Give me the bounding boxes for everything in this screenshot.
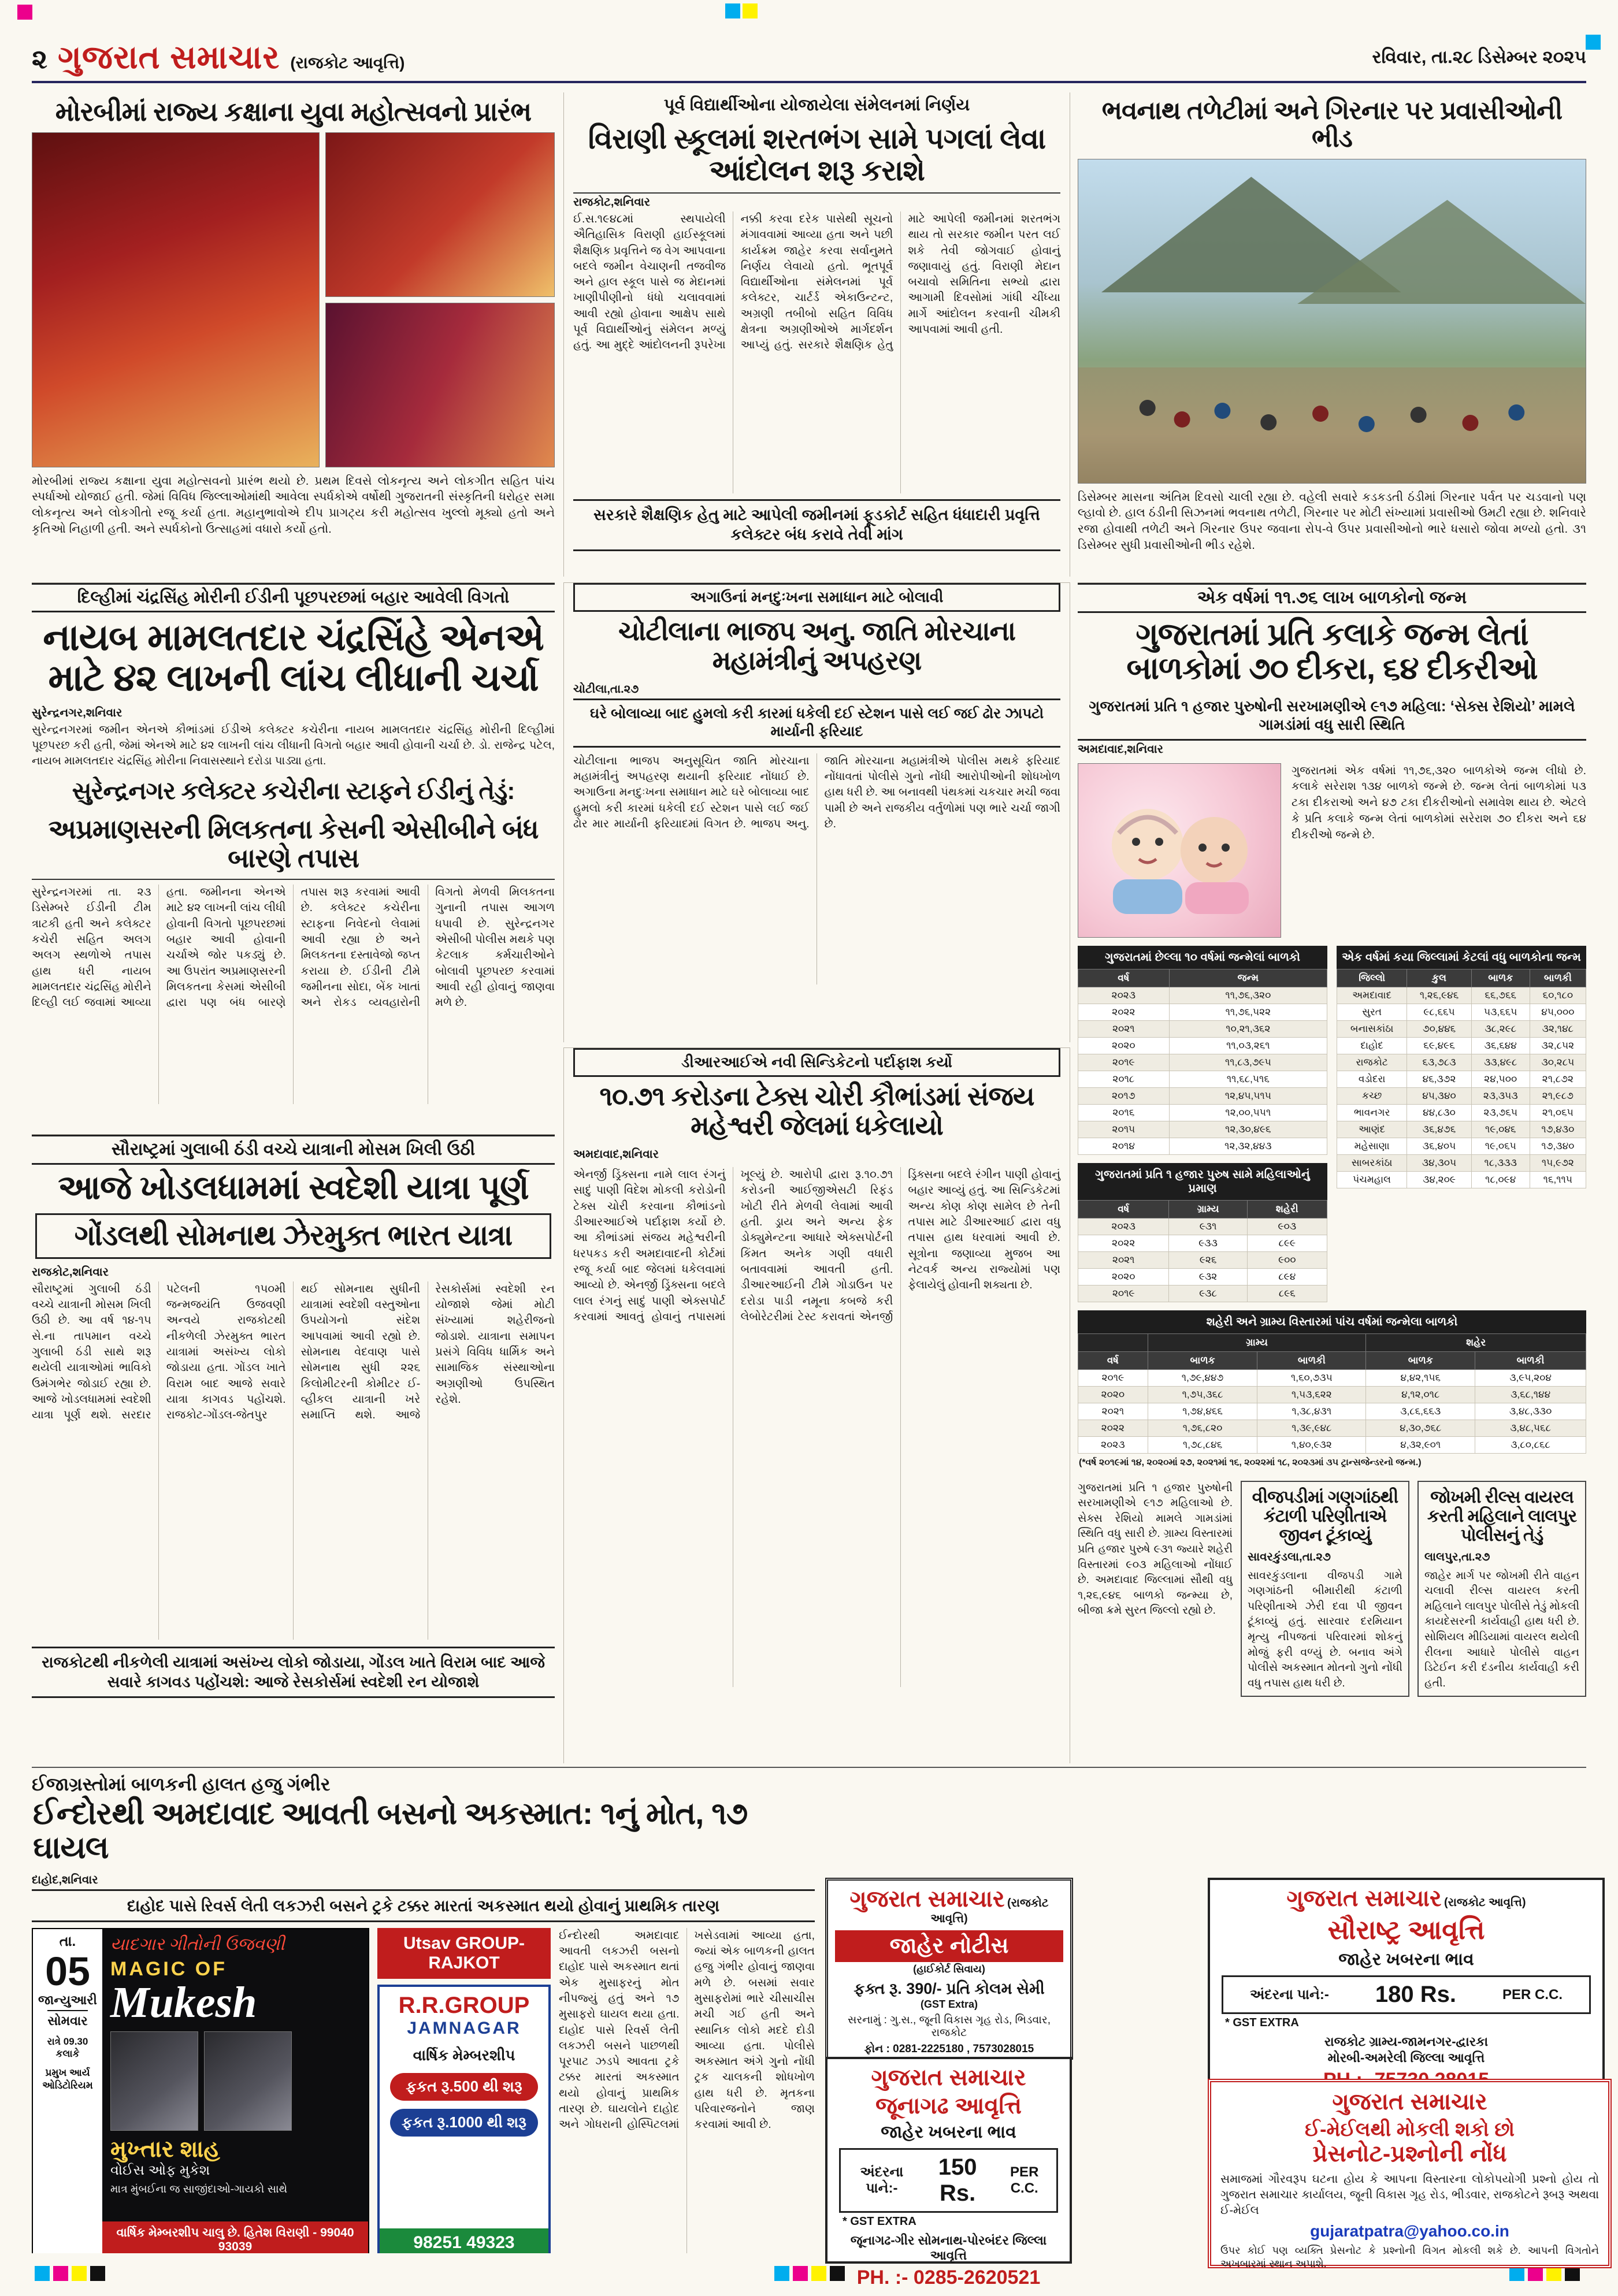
email-ad-body: સમાજમાં ગૌરવરૂપ ઘટના હોય કે આપના વિસ્તારના લોકોપયોગી પ્રશ્નો હોય તો ગુજરાત સમાચાર કાર્યાલય, જૂની વિકાસ ગૃહ રોડ, ભીડવાર, રાજકોટને રૂબરૂ અથવા ઈ-મેઈલ: [1220, 2173, 1599, 2217]
dri-body: એનર્જી ડ્રિંક્સના નામે લાલ રંગનું સાદું પાણી વિદેશ મોકલી કરોડોની ટેક્સ ચોરી કરવાના કૌભાંડનો ડીઆરઆઈએ પર્દાફાશ કર્યો છે. આ કૌભાંડમાં સંજય મહેશ્વરીની ધરપકડ કરી અમદાવાદની કોર્ટમાં રજૂ કર્યા બાદ જેલમાં ધકેલવામાં આવ્યો છે. એનર્જી ડ્રિંક્સના બદલે લાલ રંગનું સાદું પાણી એક્સપોર્ટ કરવામાં આવતું હોવાનું તપાસમાં ખૂલ્યું છે. આરોપી દ્વારા રૂ.૧૦.૭૧ કરોડની આઈજીએસટી રિફંડ ખોટી રીતે મેળવી લેવામાં આવી હતી. ડ્રાય અને અન્ય ફેક ડોક્યુમેન્ટના આધારે એક્સપોર્ટની કિંમત અનેક ગણી વધારી બતાવવામાં આવતી હતી. ડીઆરઆઈની ટીમે ગોડાઉન પર દરોડા પાડી નમૂના કબજે કરી લેબોરેટરીમાં ટેસ્ટ કરાવતાં એનર્જી ડ્રિંક્સના બદલે રંગીન પાણી હોવાનું બહાર આવ્યું હતું. આ સિન્ડિકેટમાં અન્ય કોણ કોણ સામેલ છે તેની તપાસ માટે ડીઆરઆઈ દ્વારા વધુ તપાસ હાથ ધરવામાં આવી છે. સૂત્રોના જણાવ્યા મુજબ આ નેટવર્ક અન્ય રાજ્યોમાં પણ ફેલાયેલું હોવાની શક્યતા છે.: [573, 1168, 1060, 1323]
junagadh-rate-unit: PER C.C.: [1010, 2164, 1039, 2196]
chotila-body: ચોટીલાના ભાજપ અનુસૂચિત જાતિ મોરચાના મહામંત્રીનું અપહરણ થયાની ફરિયાદ નોંધાઈ છે. અગાઉના મનદુઃખના સમાધાન માટે ઘરે બોલાવ્યા બાદ હુમલો કરી કારમાં ધકેલી દઈ સ્ટેશન પાસે લઈ જઈ ઢોર માર માર્યાની ફરિયાદમાં વિગત છે. ભાજપ અનુ. જાતિ મોરચાના મહામંત્રીએ પોલીસ મથકે ફરિયાદ નોંધાવતાં પોલીસે ગુનો નોંધી આરોપીઓની શોધખોળ હાથ ધરી છે. આ બનાવથી પંથકમાં ચકચાર મચી જવા પામી છે અને રાજકીય વર્તુળોમાં પણ ભારે ચર્ચા જાગી છે.: [573, 754, 1060, 830]
article-khodaldham-yatra: [32, 1134, 555, 1763]
article-gujarat-births: [1078, 582, 1586, 1764]
regmark-cyan: [725, 3, 740, 18]
notice-brand: ગુજરાત સમાચાર: [849, 1886, 1005, 1912]
regmark-magenta: [53, 2266, 68, 2281]
regmark-black: [90, 2266, 105, 2281]
junagadh-title: જાહેર ખબરના ભાવ: [881, 2123, 1016, 2142]
regmark-yellow: [811, 2266, 826, 2281]
mukesh-artist-subtitle: વોઈસ ઓફ મુકેશ: [110, 2162, 210, 2178]
saurashtra-gst: * GST EXTRA: [1225, 2016, 1299, 2029]
khodal-body: સૌરાષ્ટ્રમાં ગુલાબી ઠંડી વચ્ચે યાત્રાની મોસમ ખિલી ઉઠી છે. આ વર્ષ ૧૪-૧૫ સે.ના તાપમાન વચ્ચે ગુલાબી ઠંડી સાથે શરૂ થયેલી યાત્રાઓમાં ભાવિકો ઉમંગભેર જોડાઈ રહ્યા છે. આજે ખોડલધામમાં સ્વદેશી યાત્રા પૂર્ણ થશે. સરદાર પટેલની ૧૫૦મી જન્મજયંતિ ઉજવણી અન્વયે રાજકોટથી નીકળેલી ઝેરમુક્ત ભારત યાત્રામાં અસંખ્ય લોકો જોડાયા હતા. ગોંડલ ખાતે વિરામ બાદ આજે સવારે યાત્રા કાગવડ પહોંચશે. રાજકોટ-ગોંડલ-જેતપુર થઈ સોમનાથ સુધીની યાત્રામાં સ્વદેશી વસ્તુઓના ઉપયોગનો સંદેશ આપવામાં આવી રહ્યો છે. સોમનાથ વેદવાણ પાસે સોમનાથ સુધી ૨૨૬ કિલોમીટરની કોમીટર ઈ-વ્હીકલ યાત્રાની ખરે સમાપ્તિ થશે. આજે રેસકોર્સમાં સ્વદેશી રન યોજાશે જેમાં મોટી સંખ્યામાં શહેરીજનો જોડાશે. યાત્રાના સમાપન પ્રસંગે વિવિધ ધાર્મિક અને સામાજિક સંસ્થાઓના અગ્રણીઓ ઉપસ્થિત રહેશે.: [32, 1282, 555, 1422]
article-bhavnath-crowd: [1078, 92, 1586, 577]
virani-kicker: પૂર્વ વિદ્યાર્થીઓના યોજાયેલા સંમેલનમાં નિર્ણય: [663, 96, 970, 114]
rr-phone: 98251 49323: [380, 2228, 548, 2253]
khodal-byline: રાજકોટ,શનિવાર: [32, 1265, 109, 1279]
ad-jaher-notice: [825, 1878, 1073, 2060]
article-virani-school: [563, 92, 1070, 577]
khodal-footer-subhead: રાજકોટથી નીકળેલી યાત્રામાં અસંખ્ય લોકો જોડાયા, ગોંડલ ખાતે વિરામ બાદ આજે સવારે કાગવડ પહોંચશે: આજે રેસકોર્સમાં સ્વદેશી રન યોજાશે: [32, 1647, 555, 1699]
lalpur-headline: જોખમી રીલ્સ વાયરલ કરતી મહિલાને લાલપુર પોલીસનું તેડું: [1427, 1487, 1577, 1545]
accident-byline: દાહોદ,શનિવાર: [32, 1873, 98, 1886]
mukesh-artist-name: મુખ્તાર શાહ: [110, 2136, 220, 2162]
notice-phone: ફોન : 0281-2225180 , 7573028015: [864, 2043, 1034, 2055]
notice-address: સરનામું : ગુ.સ., જૂની વિકાસ ગૃહ રોડ, ભિડવાર, રાજકોટ: [847, 2014, 1051, 2039]
regmark-magenta: [17, 5, 32, 20]
table-sex-ratio: [1078, 1163, 1327, 1302]
notice-title: જાહેર નોટીસ: [835, 1930, 1063, 1962]
girnar-mountain-illustration: [1078, 159, 1586, 483]
morbi-caption: મોરબીમાં રાજ્ય કક્ષાના યુવા મહોત્સવનો પ્રારંભ થયો છે. પ્રથમ દિવસે લોકનૃત્ય અને લોકગીત સહિત પાંચ સ્પર્ધાઓ યોજાઈ હતી. જેમાં વિવિધ જિલ્લાઓમાંથી આવેલા સ્પર્ધકોએ વર્ષોથી ગુજરાતની સંસ્કૃતિની ધરોહર સમા લોકનૃત્ય અને લોકગીતો રજૂ કર્યા હતા. મહાનુભાવોએ દીપ પ્રાગટ્ય કરી મહોત્સવ ખુલ્લો મૂક્યો હતો અને કૃતિઓ નિહાળી હતી. અને સ્પર્ધકોનો ઉત્સાહમાં વધારો કર્યો હતો.: [32, 474, 555, 536]
lalpur-body: જાહેર માર્ગ પર જોખમી રીતે વાહન ચલાવી રીલ્સ વાયરલ કરતી મહિલાને લાલપુર પોલીસે તેડું મોકલી કાયદેસરની કાર્યવાહી હાથ ધરી છે. સોશિયલ મીડિયામાં વાયરલ થયેલી રીલના આધારે પોલીસે વાહન ડિટેઈન કરી દંડનીય કાર્યવાહી કરી હતી.: [1424, 1569, 1579, 1689]
article-dri-tax-fraud: [563, 1047, 1070, 1763]
photo-morbi-dancers-top: [325, 132, 555, 297]
photo-bhavnath-girnar-crowd: [1078, 159, 1586, 484]
ad-magic-of-mukesh: [32, 1928, 369, 2253]
saurashtra-rate-unit: PER C.C.: [1502, 1986, 1563, 2003]
article-morbi-festival: [32, 92, 555, 577]
edition-label: (રાજકોટ આવૃત્તિ): [290, 53, 405, 72]
births-body-2: ગુજરાતમાં પ્રતિ ૧ હજાર પુરુષોની સરખામણીએ ૯૧૭ મહિલાઓ છે. સેક્સ રેશિયો મામલે ગામડાંમાં સ્થિતિ વધુ સારી છે. ગ્રામ્ય વિસ્તારમાં પ્રતિ હજાર પુરુષે ૯૩૧ જ્યારે શહેરી વિસ્તારમાં ૯૦૩ મહિલાઓ નોંધાઈ છે. અમદાવાદ જિલ્લામાં સૌથી વધુ ૧,૨૬,૯૪૬ બાળકો જન્મ્યા છે, બીજા ક્રમે સુરત જિલ્લો રહ્યો છે.: [1078, 1481, 1233, 1617]
table-sex-ratio-grid: વર્ષ ગ્રામ્ય શહેરી ૨૦૨૩ ૯૩૧ ૯૦૩ ૨૦૨૨ ૯૩૩ ૮૯૯ ૨૦૨૧ ૯૨૬ ૯૦૦ ૨૦૨૦ ૯૩૨ ૮૯૪ ૨૦૧૯ ૯૩૮ ૮૯૬: [1078, 1200, 1327, 1302]
table-urban-rural: [1078, 1310, 1586, 1473]
mukesh-title-line2: Mukesh: [110, 1978, 257, 2027]
article-bus-accident: [32, 1773, 815, 2253]
photo-babies-illustration: [1078, 763, 1281, 938]
table-ten-years-grid: વર્ષ જન્મ ૨૦૨૩ ૧૧,૭૬,૩૨૦ ૨૦૨૨ ૧૧,૭૬,૫૨૨ ૨૦૨૧ ૧૦,૨૧,૩૬૨ ૨૦૨૦ ૧૧,૦૩,૨૬૧ ૨૦૧૯ ૧૧,૮૩,૭૯૫ ૨૦૧૮ ૧૧,૬૮,૫૧૬ ૨૦૧૭ ૧૨,૪૫,૫૧૫ ૨૦૧૬ ૧૨,૦૦,૫૫૧ ૨૦૧૫ ૧૨,૩૦,૪૯૬ ૨૦૧૪ ૧૨,૩૨,૪૪૩: [1078, 969, 1327, 1155]
mukesh-date-month: જાન્યુઆરી: [38, 1992, 97, 2007]
khodal-kicker: સૌરાષ્ટ્રમાં ગુલાબી ઠંડી વચ્ચે યાત્રાની મોસમ ખિલી ઉઠી: [32, 1135, 555, 1165]
chotila-byline: ચોટીલા,તા.૨૭: [573, 683, 639, 696]
regmark-magenta: [793, 2266, 808, 2281]
bhavnath-headline: ભવનાથ તળેટીમાં અને ગિરનાર પર પ્રવાસીઓની ભીડ: [1101, 96, 1563, 153]
ad-junagadh-edition: [825, 2057, 1072, 2288]
ed-byline: સુરેન્દ્રનગર,શનિવાર: [32, 706, 123, 719]
saurashtra-rate: 180 Rs.: [1375, 1982, 1456, 2007]
births-body-1: ગુજરાતમાં એક વર્ષમાં ૧૧,૭૬,૩૨૦ બાળકોએ જન્મ લીધો છે. કલાકે સરેરાશ ૧૩૪ બાળકો જન્મે છે. જન્મ લેતાં બાળકોમાં ૫૩ ટકા દીકરાઓ અને ૪૭ ટકા દીકરીઓનો સમાવેશ થાય છે. એટલે કે પ્રતિ કલાકે જન્મ લેતાં બાળકોમાં સરેરાશ ૭૦ દીકરા અને ૬૪ દીકરીઓ જન્મે છે.: [1292, 764, 1586, 841]
rr-membership-label: વાર્ષિક મેમ્બરશીપ: [413, 2046, 515, 2064]
khodal-headline-1: આજે ખોડલધામમાં સ્વદેશી યાત્રા પૂર્ણ: [58, 1169, 529, 1206]
mukesh-membership-strip: વાર્ષિક મેમ્બરશીપ ચાલુ છે. હિતેશ વિરાણી - 99040 93039: [102, 2221, 368, 2253]
virani-body: ઈ.સ.૧૯૪૮માં સ્થપાયેલી ઐતિહાસિક વિરાણી હાઈસ્કૂલમાં શૈક્ષણિક પ્રવૃત્તિને જ વેગ આપવાના બદલે જમીન વેચાણની તજવીજ અને હાલ સ્કૂલ પાસે જ મેદાનમાં ખાણીપીણીનો ધંધો ચલાવવામાં આવી રહ્યો હોવાના આક્ષેપ સાથે પૂર્વ વિદ્યાર્થીઓનું સંમેલન મળ્યું હતું. આ મુદ્દે આંદોલનની રૂપરેખા નક્કી કરવા દરેક પાસેથી સૂચનો મંગાવવામાં આવ્યા હતા અને પછી કાર્યક્રમ જાહેર કરવા સર્વાનુમતે નિર્ણય લેવાયો હતો. ભૂતપૂર્વ વિદ્યાર્થીઓના સંમેલનમાં પૂર્વ કલેક્ટર, ચાર્ટર્ડ એકાઉન્ટન્ટ, અગ્રણી તબીબો સહિત વિવિધ ક્ષેત્રના અગ્રણીઓએ માર્ગદર્શન આપ્યું હતું. સરકારે શૈક્ષણિક હેતુ માટે આપેલી જમીનમાં શરતભંગ થાય તો સરકાર જમીન પરત લઈ શકે તેવી જોગવાઈ હોવાનું જણાવાયું હતું. વિરાણી મેદાન બચાવો સમિતિના સભ્યો દ્વારા આગામી દિવસોમાં ગાંધી ચીંધ્યા માર્ગે આંદોલન કરવાની ચીમકી આપવામાં આવી હતી.: [573, 213, 1060, 352]
table-ten-years-title: ગુજરાતમાં છેલ્લા ૧૦ વર્ષમાં જન્મેલાં બાળકો: [1078, 946, 1327, 969]
regmark-cyan: [1586, 35, 1601, 50]
mukesh-ad-main: [102, 1929, 368, 2253]
notice-price: ફક્ત રૂ. 390/- પ્રતિ કોલમ સેમી: [853, 1980, 1045, 1997]
photo-morbi-lamp-lighting: [325, 303, 555, 467]
saurashtra-brand: ગુજરાત સમાચાર: [1286, 1886, 1442, 1911]
virani-subhead: સરકારે શૈક્ષણિક હેતુ માટે આપેલી જમીનમાં ફૂડકોર્ટ સહિત ધંધાદારી પ્રવૃત્તિ કલેક્ટર બંધ કરાવે તેવી માંગ: [573, 499, 1060, 551]
saurashtra-brand-sub: (રાજકોટ આવૃત્તિ): [1444, 1896, 1526, 1909]
chotila-subhead: ઘરે બોલાવ્યા બાદ હુમલો કરી કારમાં ધકેલી દઈ સ્ટેશન પાસે લઈ જઈ ઢોર ઝાપટો માર્યાની ફરિયાદ: [573, 699, 1060, 748]
photo-singer-portrait-2: [204, 2031, 292, 2131]
mukesh-venue: પ્રમુખ આર્ય ઓડિટોરિયમ: [42, 2067, 93, 2091]
regmark-yellow: [743, 3, 758, 18]
junagadh-ratebox: [839, 2148, 1058, 2213]
junagadh-coverage: જૂનાગઢ-ગીર સોમનાથ-પોરબંદર જિલ્લા આવૃત્તિ: [850, 2233, 1047, 2262]
ed-kicker: દિલ્હીમાં ચંદ્રસિંહ મોરીની ઈડીની પૂછપરછમાં બહાર આવેલી વિગતો: [32, 583, 555, 612]
article-lalpur: [1417, 1481, 1586, 1697]
ad-email-pressnote: [1208, 2079, 1612, 2268]
dri-kicker: ડીઆરઆઈએ નવી સિન્ડિકેટનો પર્દાફાશ કર્યો: [573, 1048, 1060, 1077]
rr-group-city: JAMNAGAR: [407, 2018, 521, 2038]
junagadh-brand: ગુજરાત સમાચાર: [871, 2065, 1026, 2090]
table-districts: [1337, 946, 1586, 1188]
ed-body: સુરેન્દ્રનગરમાં તા. ૨૩ ડિસેમ્બરે ઈડીની ટીમ ત્રાટકી હતી અને કલેક્ટર કચેરી સહિત અલગ અલગ સ્થળોએ તપાસ હાથ ધરી નાયબ મામલતદાર ચંદ્રસિંહ મોરીને દિલ્હી લઈ જવામાં આવ્યા હતા. જમીનના એનએ માટે ૪૨ લાખની લાંચ લીધી હોવાની વિગતો પૂછપરછમાં બહાર આવી હોવાની ચર્ચાએ જોર પકડ્યું છે. આ ઉપરાંત અપ્રમાણસરની મિલકતના કેસમાં એસીબી દ્વારા પણ બંધ બારણે તપાસ શરૂ કરવામાં આવી છે. કલેક્ટર કચેરીના સ્ટાફના નિવેદનો લેવામાં આવી રહ્યા છે અને મિલકતના દસ્તાવેજો જપ્ત કરાયા છે. ઈડીની ટીમે જમીનના સોદા, બેંક ખાતાં અને રોકડ વ્યવહારોની વિગતો મેળવી મિલકતના ગુનાની તપાસ આગળ ધપાવી છે. સુરેન્દ્રનગર એસીબી પોલીસ મથકે પણ કેટલાક કર્મચારીઓને બોલાવી પૂછપરછ કરવામાં આવી રહી હોવાનું જાણવા મળે છે.: [32, 886, 555, 1009]
saurashtra-ratebox: [1222, 1975, 1591, 2014]
notice-price-sub: (GST Extra): [920, 1998, 978, 2010]
table-urban-rural-note: (*વર્ષ ૨૦૧૯માં ૧૪, ૨૦૨૦માં ૨૭, ૨૦૨૧માં ૧૬, ૨૦૨૨માં ૧૮, ૨૦૨૩માં ૩૫ ટ્રાન્સજેન્ડરનો જન્મ.): [1079, 1457, 1422, 1467]
births-kicker: એક વર્ષમાં ૧૧.૭૬ લાખ બાળકોનો જન્મ: [1078, 583, 1586, 613]
ad-rr-group: [377, 1985, 551, 2253]
khodal-headline-2: ગોંડલથી સોમનાથ ઝેરમુક્ત ભારત યાત્રા: [35, 1213, 551, 1259]
accident-body: ઈન્દોરથી અમદાવાદ આવતી લકઝરી બસનો દાહોદ પાસે અકસ્માત થતાં એક મુસાફરનું મોત નીપજ્યું હતું અને ૧૭ મુસાફરો ઘાયલ થયા હતા. દાહોદ પાસે રિવર્સ લેતી લકઝરી બસને પાછળથી પૂરપાટ ઝડપે આવતા ટ્રકે ટક્કર મારતાં અકસ્માત થયો હોવાનું પ્રાથમિક તારણ છે. ઘાયલોને દાહોદ અને ગોધરાની હોસ્પિટલમાં ખસેડવામાં આવ્યા હતા, જ્યાં એક બાળકની હાલત હજુ ગંભીર હોવાનું જાણવા મળે છે. બસમાં સવાર મુસાફરોમાં ભારે ચીસાચીસ મચી ગઈ હતી અને સ્થાનિક લોકો મદદે દોડી આવ્યા હતા. પોલીસે અકસ્માત અંગે ગુનો નોંધી ટ્રક ચાલકની શોધખોળ હાથ ધરી છે. મૃતકના પરિવારજનોને જાણ કરવામાં આવી છે.: [559, 1929, 815, 2131]
saurashtra-rate-label: અંદરના પાને:-: [1249, 1986, 1329, 2003]
mukesh-tagline: યાદગાર ગીતોની ઉજવણી: [110, 1934, 285, 1954]
mukesh-date-label: તા.: [59, 1933, 76, 1949]
junagadh-rate: 150 Rs.: [938, 2154, 977, 2206]
email-ad-title-1: ઈ-મેઈલથી મોકલી શકો છો: [1304, 2119, 1515, 2141]
photo-singer-portrait-1: [110, 2031, 198, 2131]
article-chotila-kidnap: [563, 582, 1070, 1042]
junagadh-phone: PH. :- 0285-2620521: [856, 2267, 1041, 2288]
rr-price-1: ફકત રૂ.500 થી શરૂ: [390, 2073, 538, 2101]
article-ed-chandrasinh: [32, 582, 555, 1129]
births-headline: ગુજરાતમાં પ્રતિ કલાકે જન્મ લેતાં બાળકોમાં ૭૦ દીકરા, ૬૪ દીકરીઓ: [1126, 617, 1538, 686]
article-vijapadi: [1241, 1481, 1409, 1697]
saurashtra-coverage-2: મોરબી-અમરેલી જિલ્લા આવૃત્તિ: [1327, 2050, 1485, 2065]
junagadh-rate-label: અંદરના પાને:-: [860, 2164, 904, 2196]
table-urban-rural-grid: ગ્રામ્ય શહેર વર્ષ બાળક બાળકી બાળક બાળકી ૨૦૧૯ ૧,૭૯,૪૪૭ ૧,૬૦,૭૩૫ ૪,૪૨,૧૫૬ ૩,૯૫,૨૦૪ ૨૦૨૦ ૧,૭૫,૩૬૮ ૧,૫૩,૬૨૨ ૪,૧૨,૦૧૮ ૩,૬૮,૧૪૪ ૨૦૨૧ ૧,૭૪,૪૬૬ ૧,૩૮,૪૩૧ ૩,૮૬,૬૬૩ ૩,૪૮,૩૩૦ ૨૦૨૨ ૧,૭૬,૮૨૦ ૧,૩૯,૯૪૮ ૪,૩૦,૭૬૮ ૩,૪૮,૫૬૮ ૨૦૨૩ ૧,૭૮,૮૪૬ ૧,૪૦,૯૩૨ ૪,૩૨,૯૦૧ ૩,૮૦,૮૬૮: [1078, 1333, 1586, 1454]
regmark-cyan: [35, 2266, 50, 2281]
rr-ad-column: [377, 1928, 551, 2253]
table-districts-grid: જિલ્લો કુલ બાળક બાળકી અમદાવાદ ૧,૨૬,૯૪૬ ૬૬,૭૬૬ ૬૦,૧૮૦ સુરત ૯૮,૬૬૫ ૫૩,૬૬૫ ૪૫,૦૦૦ બનાસકાંઠા ૭૦,૪૪૬ ૩૮,૨૯૮ ૩૨,૧૪૮ દાહોદ ૬૯,૪૯૬ ૩૬,૬૪૪ ૩૨,૮૫૨ રાજકોટ ૬૩,૭૮૩ ૩૩,૪૯૮ ૩૦,૨૮૫ વડોદરા ૪૬,૩૭૨ ૨૪,૫૦૦ ૨૧,૮૭૨ કચ્છ ૪૫,૩૪૦ ૨૩,૩૫૩ ૨૧,૯૮૭ ભાવનગર ૪૪,૮૩૦ ૨૩,૭૬૫ ૨૧,૦૬૫ આણંદ ૩૬,૪૭૬ ૧૯,૦૪૬ ૧૭,૪૩૦ મહેસાણા ૩૬,૪૦૫ ૧૯,૦૬૫ ૧૭,૩૪૦ સાબરકાંઠા ૩૪,૩૦૫ ૧૮,૩૩૩ ૧૫,૯૭૨ પંચમહાલ ૩૪,૨૦૯ ૧૮,૦૯૪ ૧૬,૧૧૫: [1337, 969, 1586, 1188]
mukesh-ad-date-strip: [33, 1929, 102, 2253]
notice-title-sub: (હાઈકોર્ટ સિવાય): [913, 1963, 985, 1975]
lalpur-byline: લાલપુર,તા.૨૭: [1424, 1550, 1490, 1563]
vijapadi-byline: સાવરકુંડલા,તા.૨૭: [1248, 1550, 1331, 1563]
accident-headline: ઈન્દોરથી અમદાવાદ આવતી બસનો અકસ્માત: ૧નું મોત, ૧૭ ઘાયલ: [33, 1796, 748, 1866]
page-number: ૨: [32, 43, 48, 74]
mukesh-date-number: 05: [45, 1948, 90, 1994]
regmark-yellow: [72, 2266, 87, 2281]
accident-subhead: દાહોદ પાસે રિવર્સ લેતી લકઝરી બસને ટ્રકે ટક્કર મારતાં અકસ્માત થયો હોવાનું પ્રાથમિક તારણ: [32, 1889, 815, 1922]
junagadh-gst: * GST EXTRA: [843, 2215, 916, 2228]
mukesh-title-line1: MAGIC OF: [110, 1957, 227, 1980]
junagadh-edition-name: જૂનાગઢ આવૃત્તિ: [875, 2093, 1022, 2119]
dri-headline: ૧૦.૭૧ કરોડના ટેક્સ ચોરી કૌભાંડમાં સંજય મહેશ્વરી જેલમાં ધકેલાયો: [599, 1081, 1034, 1140]
mukesh-date-day: સોમવાર: [47, 2010, 87, 2028]
page-header: [32, 34, 1586, 83]
table-sex-ratio-title: ગુજરાતમાં પ્રતિ ૧ હજાર પુરુષ સામે મહિલાઓનું પ્રમાણ: [1078, 1163, 1327, 1200]
table-urban-rural-title: શહેરી અને ગ્રામ્ય વિસ્તારમાં પાંચ વર્ષમાં જન્મેલા બાળકો: [1078, 1310, 1586, 1333]
email-ad-title-2: પ્રેસનોટ-પ્રશ્નોની નોંધ: [1312, 2141, 1507, 2167]
saurashtra-edition-name: સૌરાષ્ટ્ર આવૃત્તિ: [1327, 1915, 1485, 1945]
morbi-headline: મોરબીમાં રાજ્ય કક્ષાના યુવા મહોત્સવનો પ્રારંભ: [55, 96, 532, 127]
chotila-kicker: અગાઉનાં મનદુઃખના સમાધાન માટે બોલાવી: [573, 583, 1060, 612]
ed-subheadline-2: અપ્રમાણસરની મિલકતના કેસની એસીબીને બંધ બારણે તપાસ: [32, 810, 555, 880]
rr-price-2: ફકત રૂ.1000 થી શરૂ: [390, 2109, 538, 2137]
regmark-cyan: [774, 2266, 789, 2281]
accident-kicker: ઈજાગ્રસ્તોમાં બાળકની હાલત હજુ ગંભીર: [32, 1774, 331, 1795]
ad-saurashtra-edition: [1208, 1878, 1605, 2085]
notice-brand-sub: (રાજકોટ આવૃત્તિ): [930, 1897, 1049, 1925]
births-subhead: ગુજરાતમાં પ્રતિ ૧ હજાર પુરુષોની સરખામણીએ ૯૧૭ મહિલા: ‘સેક્સ રેશિયો’ મામલે ગામડાંમાં વધુ સારી સ્થિતિ: [1078, 692, 1586, 741]
photo-morbi-dancers-main: [32, 132, 320, 467]
dri-byline: અમદાવાદ,શનિવાર: [573, 1148, 659, 1161]
births-byline: અમદાવાદ,શનિવાર: [1078, 742, 1163, 756]
email-ad-footer: ઉપર કોઈ પણ વ્યક્તિ પ્રેસનોટ કે પ્રશ્નોની વિગત મોકલી શકે છે. આપની વિગતોને અખબારમાં સ્થાન અપાશે.: [1220, 2245, 1599, 2270]
saurashtra-coverage-1: રાજકોટ ગ્રામ્ય-જામનગર-દ્વારકા: [1324, 2034, 1489, 2049]
babies-illustration: [1078, 764, 1281, 937]
vijapadi-body: સાવરકુંડલાના વીજપડી ગામે ગણગાંઠની બીમારીથી કંટાળી પરિણીતાએ ઝેરી દવા પી જીવન ટૂંકાવ્યું હતું. સારવાર દરમિયાન મૃત્યુ નીપજતાં પરિવારમાં શોકનું મોજું ફરી વળ્યું છે. બનાવ અંગે પોલીસે અકસ્માત મોતનો ગુનો નોંધી વધુ તપાસ હાથ ધરી છે.: [1248, 1569, 1402, 1689]
table-districts-title: એક વર્ષમાં કયા જિલ્લામાં કેટલાં વધુ બાળકોના જન્મ: [1337, 946, 1586, 969]
virani-headline: વિરાણી સ્કૂલમાં શરતભંગ સામે પગલાં લેવા આંદોલન શરૂ કરાશે: [573, 118, 1060, 194]
virani-byline: રાજકોટ,શનિવાર: [573, 196, 651, 209]
table-ten-years: [1078, 946, 1327, 1155]
ed-subheadline-1: સુરેન્દ્રનગર કલેક્ટર કચેરીના સ્ટાફને ઈડીનું તેડું:: [72, 777, 515, 804]
ed-intro: સુરેન્દ્રનગરમાં જમીન એનએ કૌભાંડમાં ઈડીએ કલેક્ટર કચેરીના નાયબ મામલતદાર ચંદ્રસિંહ મોરીની દિલ્હીમાં પૂછપરછ કરી હતી, જેમાં એનએ માટે ૪૨ લાખની લાંચ લીધાની વિગતો બહાર આવી હોવાની ચર્ચા છે. ડો. રાજેન્દ્ર પટેલ, નાયબ મામલતદાર ચંદ્રસિંહ મોરીના નિવાસસ્થાને દરોડા પાડ્યા હતા.: [32, 723, 555, 768]
ad-utsav-banner: Utsav GROUP-RAJKOT: [377, 1928, 551, 1979]
email-ad-address: gujaratpatra@yahoo.co.in: [1310, 2222, 1509, 2240]
bottom-section-divider: [32, 1767, 1586, 1768]
mukesh-ad-line: માત્ર મુંબઈના જ સાજીંદાઓ-ગાયકો સાથે: [110, 2183, 288, 2195]
bhavnath-caption: ડિસેમ્બર માસના અંતિમ દિવસો ચાલી રહ્યા છે. વહેલી સવારે કડકડતી ઠંડીમાં ગિરનાર પર્વત પર ચડવાનો પણ લ્હાવો છે. હાલ ઠંડીની સિઝનમાં ભવનાથ તળેટી, ગિરનાર પર મોટી સંખ્યામાં પ્રવાસીઓ ઉમટી રહ્યા છે. શનિવારે રજા હોવાથી તળેટી અને ગિરનાર ઉપર જવાના રોપ-વે ઉપર પ્રવાસીઓનો ભારે ધસારો જોવા મળ્યો હતો. ૩૧ ડિસેમ્બર સુધી પ્રવાસીઓની ભીડ રહેશે.: [1078, 490, 1586, 552]
chotila-headline: ચોટીલાના ભાજપ અનુ. જાતિ મોરચાના મહામંત્રીનું અપહરણ: [618, 616, 1016, 675]
masthead: ગુજરાત સમાચાર: [58, 38, 280, 75]
ed-headline: નાયબ મામલતદાર ચંદ્રસિંહે એનએ માટે ૪૨ લાખની લાંચ લીધાની ચર્ચા: [43, 616, 544, 699]
saurashtra-title: જાહેર ખબરના ભાવ: [1338, 1950, 1474, 1969]
email-ad-brand: ગુજરાત સમાચાર: [1332, 2089, 1487, 2115]
issue-date: રવિવાર, તા.૨૮ ડિસેમ્બર ૨૦૨૫: [1372, 46, 1586, 67]
rr-group-name: R.R.GROUP: [398, 1992, 530, 2018]
mukesh-show-time: રાત્રે 09.30 કલાકે: [47, 2035, 88, 2060]
vijapadi-headline: વીજપડીમાં ગણગાંઠથી કંટાળી પરિણીતાએ જીવન ટૂંકાવ્યું: [1252, 1487, 1398, 1545]
